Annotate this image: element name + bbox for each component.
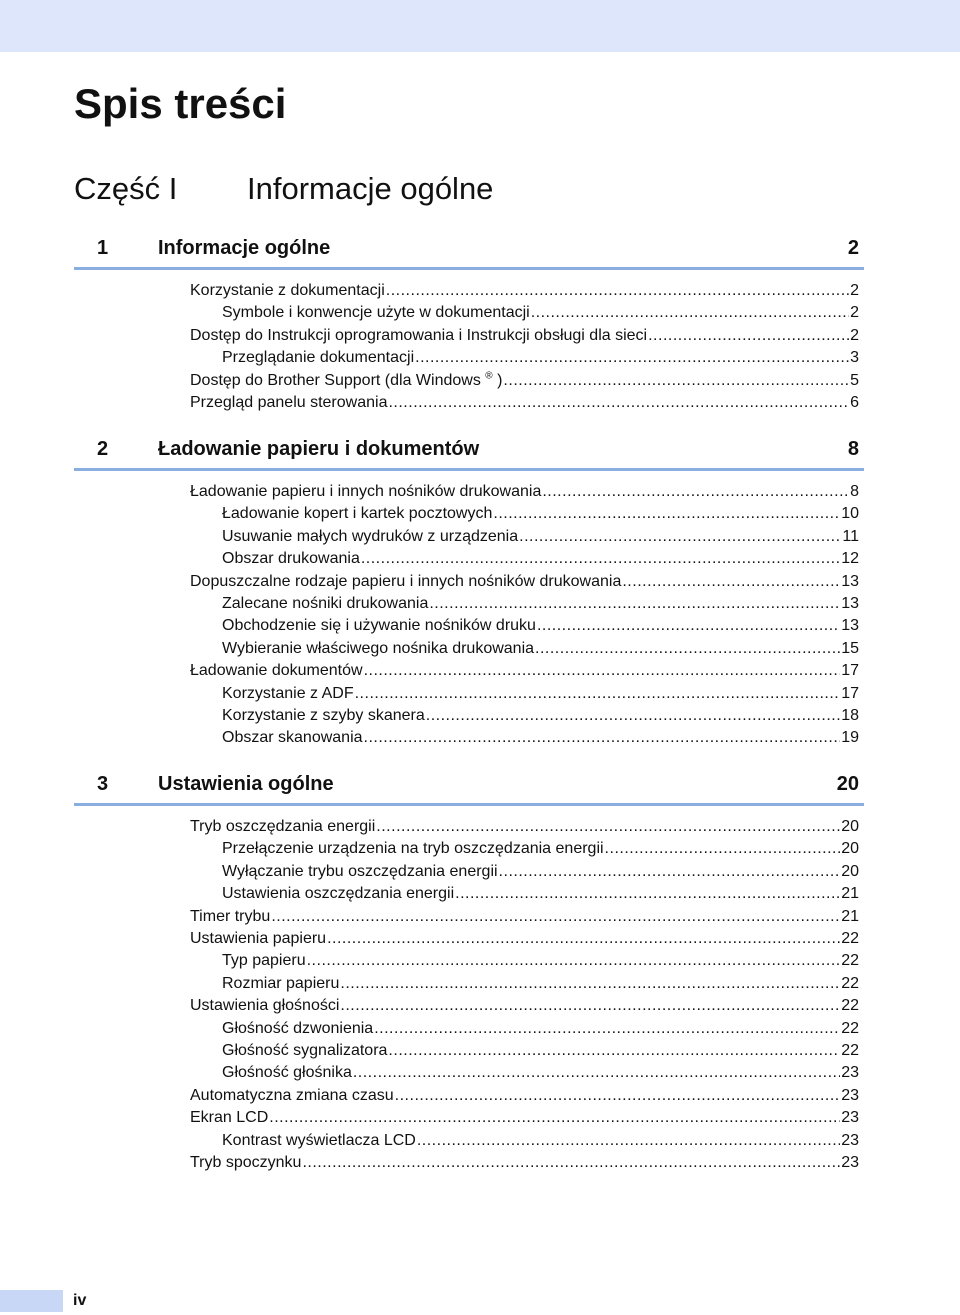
toc-entry[interactable] <box>190 660 859 682</box>
chapter-title: Informacje ogólne <box>158 237 331 259</box>
toc-entry-text: Przeglądanie dokumentacji <box>222 349 415 366</box>
toc-page-number: 8 <box>850 483 859 500</box>
toc-entry-title <box>190 660 363 682</box>
toc-page-number: 2 <box>850 282 859 299</box>
dot-leader <box>455 883 840 905</box>
dot-leader <box>327 928 840 950</box>
toc-page-number: 20 <box>841 863 859 880</box>
toc-entry-title <box>222 727 363 749</box>
toc-entry-title <box>222 548 360 570</box>
toc-entry-title <box>190 1107 268 1129</box>
toc-page-number: 22 <box>841 930 859 947</box>
dot-leader <box>537 615 840 637</box>
toc-entry-text: Tryb spoczynku <box>190 1154 302 1171</box>
chapter-page-number: 2 <box>847 237 859 259</box>
header-band <box>0 0 960 52</box>
toc-entry-title <box>222 347 414 369</box>
page-title: Spis treści <box>74 80 287 127</box>
toc-entry-text: Zalecane nośniki drukowania <box>222 595 429 612</box>
dot-leader <box>361 548 840 570</box>
part-number: Część I <box>74 171 178 206</box>
toc-entry[interactable] <box>222 593 859 615</box>
chapter-number: 3 <box>97 773 109 795</box>
toc-entry-title <box>222 1018 373 1040</box>
toc-page-number: 13 <box>841 617 859 634</box>
toc-page-number: 2 <box>850 327 859 344</box>
toc-entry-suffix: ) <box>497 372 503 389</box>
toc-entry-text: Automatyczna zmiana czasu <box>190 1087 394 1104</box>
toc-entry-text: Wybieranie właściwego nośnika drukowania <box>222 640 535 657</box>
toc-entry-title <box>222 503 492 525</box>
dot-leader <box>395 1085 841 1107</box>
toc-page-number: 22 <box>841 997 859 1014</box>
toc-entry[interactable] <box>190 906 859 928</box>
toc-page-number: 12 <box>841 550 859 567</box>
chapter-heading[interactable] <box>74 769 864 806</box>
toc-entry[interactable] <box>190 816 859 838</box>
toc-entry-text: Ustawienia oszczędzania energii <box>222 885 455 902</box>
dot-leader <box>605 838 841 860</box>
toc-entry[interactable] <box>222 615 859 637</box>
toc-page-number: 2 <box>850 304 859 321</box>
toc-entry-title <box>222 638 534 660</box>
dot-leader <box>415 347 849 369</box>
toc-entry-title <box>222 526 518 548</box>
chapter-title: Ustawienia ogólne <box>158 773 334 795</box>
toc-page-number: 22 <box>841 975 859 992</box>
toc-entry-title <box>222 950 306 972</box>
toc-entry-text: Dopuszczalne rodzaje papieru i innych nośników drukowania <box>190 573 622 590</box>
toc-entry-title <box>190 392 387 414</box>
toc-page-number: 15 <box>841 640 859 657</box>
toc-entry-title <box>190 928 326 950</box>
toc-page-number: 10 <box>841 505 859 522</box>
toc-entry-text: Ładowanie papieru i innych nośników drukowania <box>190 483 542 500</box>
toc-entry[interactable] <box>190 325 859 347</box>
toc-entry-text: Korzystanie z dokumentacji <box>190 282 385 299</box>
toc-page-number: 22 <box>841 952 859 969</box>
toc-entry[interactable] <box>222 1040 859 1062</box>
toc-entry[interactable] <box>190 1085 859 1107</box>
part-title: Informacje ogólne <box>247 171 494 206</box>
toc-entry-text: Usuwanie małych wydruków z urządzenia <box>222 528 519 545</box>
toc-entry-text: Rozmiar papieru <box>222 975 340 992</box>
dot-leader <box>426 705 840 727</box>
dot-leader <box>429 593 840 615</box>
dot-leader <box>388 392 849 414</box>
toc-entry-title <box>222 973 339 995</box>
toc-entry-title <box>190 481 541 503</box>
chapter-number: 1 <box>97 237 109 259</box>
toc-entry[interactable] <box>190 1152 859 1174</box>
toc-entry-text: Obszar skanowania <box>222 729 363 746</box>
toc-entry-text: Przegląd panelu sterowania <box>190 394 388 411</box>
chapter-heading[interactable] <box>74 434 864 471</box>
toc-entry-title <box>222 683 354 705</box>
toc-entry[interactable] <box>222 526 859 548</box>
dot-leader <box>622 571 840 593</box>
dot-leader <box>376 816 840 838</box>
toc-entry-title <box>222 1062 352 1084</box>
toc-entry-text: Ustawienia głośności <box>190 997 340 1014</box>
dot-leader <box>364 660 841 682</box>
chapter-page-number: 20 <box>836 773 859 795</box>
toc-entry-text: Przełączenie urządzenia na tryb oszczędzania energii <box>222 840 604 857</box>
dot-leader <box>493 503 840 525</box>
toc-entry-text: Ładowanie kopert i kartek pocztowych <box>222 505 493 522</box>
toc-page-number: 21 <box>841 885 859 902</box>
toc-entry-title <box>222 861 498 883</box>
toc-page-number: 19 <box>841 729 859 746</box>
toc-page-number: 20 <box>841 840 859 857</box>
toc-page-number: 13 <box>841 595 859 612</box>
toc-entry[interactable] <box>222 1130 859 1152</box>
toc-page-number: 21 <box>841 908 859 925</box>
toc-entry-title <box>222 615 536 637</box>
toc-page-number: 17 <box>841 662 859 679</box>
toc-entry[interactable] <box>222 883 859 905</box>
toc-entry-title <box>190 995 339 1017</box>
toc-entry[interactable] <box>222 548 859 570</box>
toc-entry-title <box>190 1085 394 1107</box>
toc-page-number: 18 <box>841 707 859 724</box>
toc-entry-text: Dostęp do Brother Support (dla Windows <box>190 372 481 389</box>
toc-page-number: 23 <box>841 1132 859 1149</box>
toc-entry-text: Tryb oszczędzania energii <box>190 818 376 835</box>
dot-leader <box>535 638 840 660</box>
toc-entry[interactable] <box>190 392 859 414</box>
toc-entry-title <box>190 280 385 302</box>
toc-entry[interactable] <box>222 950 859 972</box>
toc-entry-title <box>222 838 604 860</box>
toc-entry[interactable] <box>190 481 859 503</box>
toc-entry[interactable] <box>190 280 859 302</box>
toc-entry[interactable] <box>190 928 859 950</box>
chapter-page-number: 8 <box>847 438 859 460</box>
toc-page-number: 22 <box>841 1020 859 1037</box>
toc-page-number: 23 <box>841 1109 859 1126</box>
dot-leader <box>307 950 841 972</box>
toc-entry-text: Obszar drukowania <box>222 550 360 567</box>
dot-leader <box>364 727 841 749</box>
toc-entry-text: Dostęp do Instrukcji oprogramowania i Instrukcji obsługi dla sieci <box>190 327 648 344</box>
dot-leader <box>353 1062 840 1084</box>
toc-entry-title <box>190 571 621 593</box>
toc-page-number: 11 <box>842 528 859 545</box>
toc-page-number: 6 <box>850 394 859 411</box>
chapter-number: 2 <box>97 438 109 460</box>
dot-leader <box>340 995 840 1017</box>
toc-entry[interactable] <box>222 1018 859 1040</box>
toc-entry-title <box>222 302 530 324</box>
dot-leader <box>302 1152 840 1174</box>
toc-entry[interactable] <box>222 347 859 369</box>
chapter-title: Ładowanie papieru i dokumentów <box>158 438 480 460</box>
toc-entry-title <box>222 705 425 727</box>
dot-leader <box>503 370 849 392</box>
toc-page-number: 3 <box>850 349 859 366</box>
toc-entry-title <box>222 1040 387 1062</box>
toc-entry-text: Korzystanie z szyby skanera <box>222 707 425 724</box>
toc-entry[interactable] <box>222 503 859 525</box>
toc-entry-text: Głośność sygnalizatora <box>222 1042 388 1059</box>
toc-entry-text: Wyłączanie trybu oszczędzania energii <box>222 863 498 880</box>
toc-entry[interactable] <box>222 683 859 705</box>
chapter-heading[interactable] <box>74 233 864 270</box>
toc-entry-title <box>190 816 375 838</box>
dot-leader <box>374 1018 840 1040</box>
toc-entry-text: Kontrast wyświetlacza LCD <box>222 1132 416 1149</box>
dot-leader <box>542 481 849 503</box>
toc-entry-text: Głośność dzwonienia <box>222 1020 374 1037</box>
footer-page-number: iv <box>73 1292 87 1309</box>
toc-entry[interactable] <box>222 838 859 860</box>
toc-page-number: 23 <box>841 1154 859 1171</box>
toc-entry-text: Timer trybu <box>190 908 271 925</box>
toc-page-number: 20 <box>841 818 859 835</box>
toc-entry[interactable] <box>190 995 859 1017</box>
toc-entry-title <box>222 883 454 905</box>
toc-entry-text: Obchodzenie się i używanie nośników druku <box>222 617 536 634</box>
toc-entry[interactable] <box>222 727 859 749</box>
toc-page-number: 17 <box>841 685 859 702</box>
toc-entry-text: Ładowanie dokumentów <box>190 662 363 679</box>
toc-entry-text: Ekran LCD <box>190 1109 269 1126</box>
dot-leader <box>417 1130 840 1152</box>
toc-entry-title <box>190 1152 301 1174</box>
toc-page-number: 5 <box>850 372 859 389</box>
footer-band <box>0 1290 63 1312</box>
dot-leader <box>271 906 840 928</box>
toc-entry-title <box>222 1130 416 1152</box>
toc-entry-title <box>190 325 647 347</box>
dot-leader <box>648 325 849 347</box>
toc-entry[interactable] <box>222 1062 859 1084</box>
dot-leader <box>388 1040 840 1062</box>
toc-entry[interactable] <box>222 973 859 995</box>
toc-entry[interactable] <box>222 638 859 660</box>
dot-leader <box>499 861 841 883</box>
toc-entry[interactable] <box>222 302 859 324</box>
dot-leader <box>531 302 849 324</box>
dot-leader <box>386 280 849 302</box>
toc-entry[interactable] <box>222 861 859 883</box>
toc-entry-text: Korzystanie z ADF <box>222 685 354 702</box>
registered-mark: ® <box>485 370 493 382</box>
dot-leader <box>355 683 841 705</box>
toc-entry-text: Typ papieru <box>222 952 306 969</box>
toc-page-number: 23 <box>841 1064 859 1081</box>
toc-entry-text: Głośność głośnika <box>222 1064 352 1081</box>
toc-entry-text: Ustawienia papieru <box>190 930 327 947</box>
toc-entry-title <box>190 370 502 392</box>
toc-page-number: 13 <box>841 573 859 590</box>
toc-entry[interactable] <box>190 370 859 392</box>
dot-leader <box>519 526 841 548</box>
toc-entry[interactable] <box>190 571 859 593</box>
dot-leader <box>340 973 840 995</box>
toc-entry-title <box>222 593 428 615</box>
toc-entry-title <box>190 906 270 928</box>
toc-entry[interactable] <box>190 1107 859 1129</box>
toc-page-number: 23 <box>841 1087 859 1104</box>
toc-entry-text: Symbole i konwencje użyte w dokumentacji <box>222 304 530 321</box>
dot-leader <box>269 1107 840 1129</box>
toc-page-number: 22 <box>841 1042 859 1059</box>
toc-entry[interactable] <box>222 705 859 727</box>
